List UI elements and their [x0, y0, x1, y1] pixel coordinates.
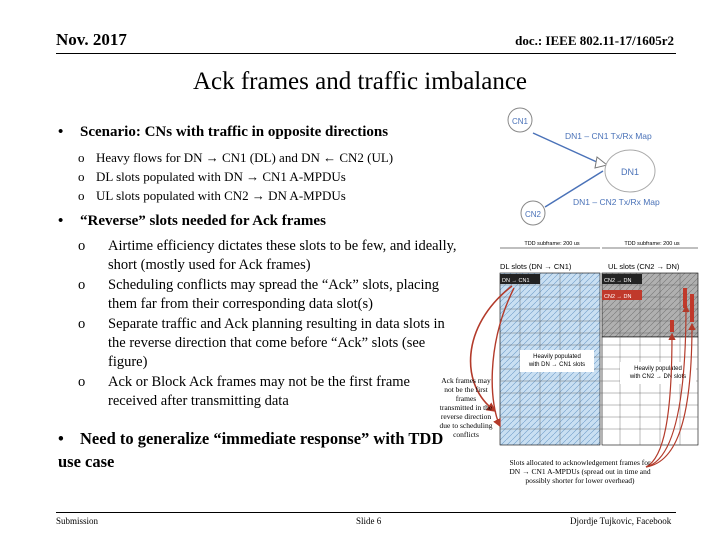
bullet-marker: • — [58, 213, 64, 229]
reverse-item-text: Separate traffic and Ack planning resulting in data slots in the reverse direction that come before “Ack” slots (see figure) — [108, 315, 445, 371]
reverse-item-1 — [78, 237, 458, 276]
reverse-item-2 — [78, 276, 458, 315]
scenario-item-text: Heavy flows for DN → CN1 (DL) and DN ← CN2 (UL) — [96, 150, 394, 165]
list-marker: o — [78, 238, 86, 254]
footer-slide-number: Slide 6 — [356, 516, 382, 526]
bullet-reverse-slots — [58, 213, 326, 230]
bullet-scenario-text: Scenario: CNs with traffic in opposite directions — [80, 124, 389, 140]
scenario-item-text: DL slots populated with DN → CN1 A-MPDUs — [96, 169, 346, 184]
slots-allocated-note: Slots allocated to acknowledgement frames for DN → CN1 A-MPDUs (spread out in time and possibly shorter for lower overhead) — [509, 458, 651, 485]
dn-label: DN1 — [620, 167, 640, 177]
network-diagram — [505, 105, 705, 230]
ack-frames-note: Ack frames may not be the first frames transmitted in the reverse direction due to scheduling conflicts — [439, 376, 493, 439]
ul-empty-block — [602, 337, 698, 445]
reverse-item-3 — [78, 315, 458, 373]
list-marker: o — [78, 150, 85, 165]
bullet-generalize-text: Need to generalize “immediate response” with TDD use case — [58, 429, 444, 471]
dl-slots-label: DL slots (DN → CN1) — [500, 262, 572, 271]
reverse-item-text: Ack or Block Ack frames may not be the first frame received after transmitting data — [108, 373, 410, 410]
header-doc-id: doc.: IEEE 802.11-17/1605r2 — [515, 33, 674, 48]
cn2-dn-cell-b-label: CN2 → DN — [604, 294, 632, 300]
list-marker: o — [78, 276, 86, 293]
reverse-item-4 — [78, 373, 458, 412]
footer-divider — [56, 512, 676, 513]
tdd-right-label: TDD subframe: 200 us — [624, 241, 680, 247]
heavily-ul-label: Heavily populated with CN2 → DN slots — [629, 366, 687, 380]
cn1-label: CN1 — [511, 117, 529, 126]
bullet-marker: • — [58, 124, 64, 140]
reverse-item-text: Airtime efficiency dictates these slots to be few, and ideally, short (mostly used for Ack frames) — [108, 238, 457, 274]
map1-label: DN1 – CN1 Tx/Rx Map — [565, 131, 652, 141]
list-marker: o — [78, 373, 86, 390]
list-marker: o — [78, 169, 85, 184]
bullet-marker: • — [58, 429, 64, 448]
bullet-generalize — [58, 427, 458, 473]
reverse-item-text: Scheduling conflicts may spread the “Ack” slots, placing them far from their corresponding data slot(s) — [108, 276, 439, 313]
slide-title: Ack frames and traffic imbalance — [192, 68, 528, 95]
header-divider — [56, 53, 676, 54]
heavily-dl-label: Heavily populated with DN → CN1 slots — [528, 354, 586, 368]
header-date: Nov. 2017 — [56, 30, 127, 49]
ack-slot — [670, 320, 674, 332]
footer-submission: Submission — [56, 516, 99, 526]
ack-slot — [683, 288, 687, 308]
scenario-item-2 — [78, 169, 346, 185]
scenario-item-3 — [78, 188, 346, 204]
map2-label: DN1 – CN2 Tx/Rx Map — [573, 197, 660, 207]
cn2-dn-cell-a-label: CN2 → DN — [604, 278, 632, 284]
bullet-reverse-slots-text: “Reverse” slots needed for Ack frames — [80, 213, 326, 229]
list-marker: o — [78, 315, 86, 332]
cn2-label: CN2 — [524, 210, 542, 219]
footer-author: Djordje Tujkovic, Facebook — [570, 516, 672, 526]
ack-slot — [690, 294, 694, 322]
tdd-left-label: TDD subframe: 200 us — [524, 241, 580, 247]
ul-slots-label: UL slots (CN2 → DN) — [608, 262, 680, 271]
scenario-item-1 — [78, 150, 393, 166]
bullet-scenario — [58, 124, 388, 141]
list-marker: o — [78, 188, 85, 203]
dn-cn1-cell-label: DN → CN1 — [502, 278, 530, 284]
reverse-slots-list — [78, 237, 458, 412]
scenario-item-text: UL slots populated with CN2 → DN A-MPDUs — [96, 188, 346, 203]
